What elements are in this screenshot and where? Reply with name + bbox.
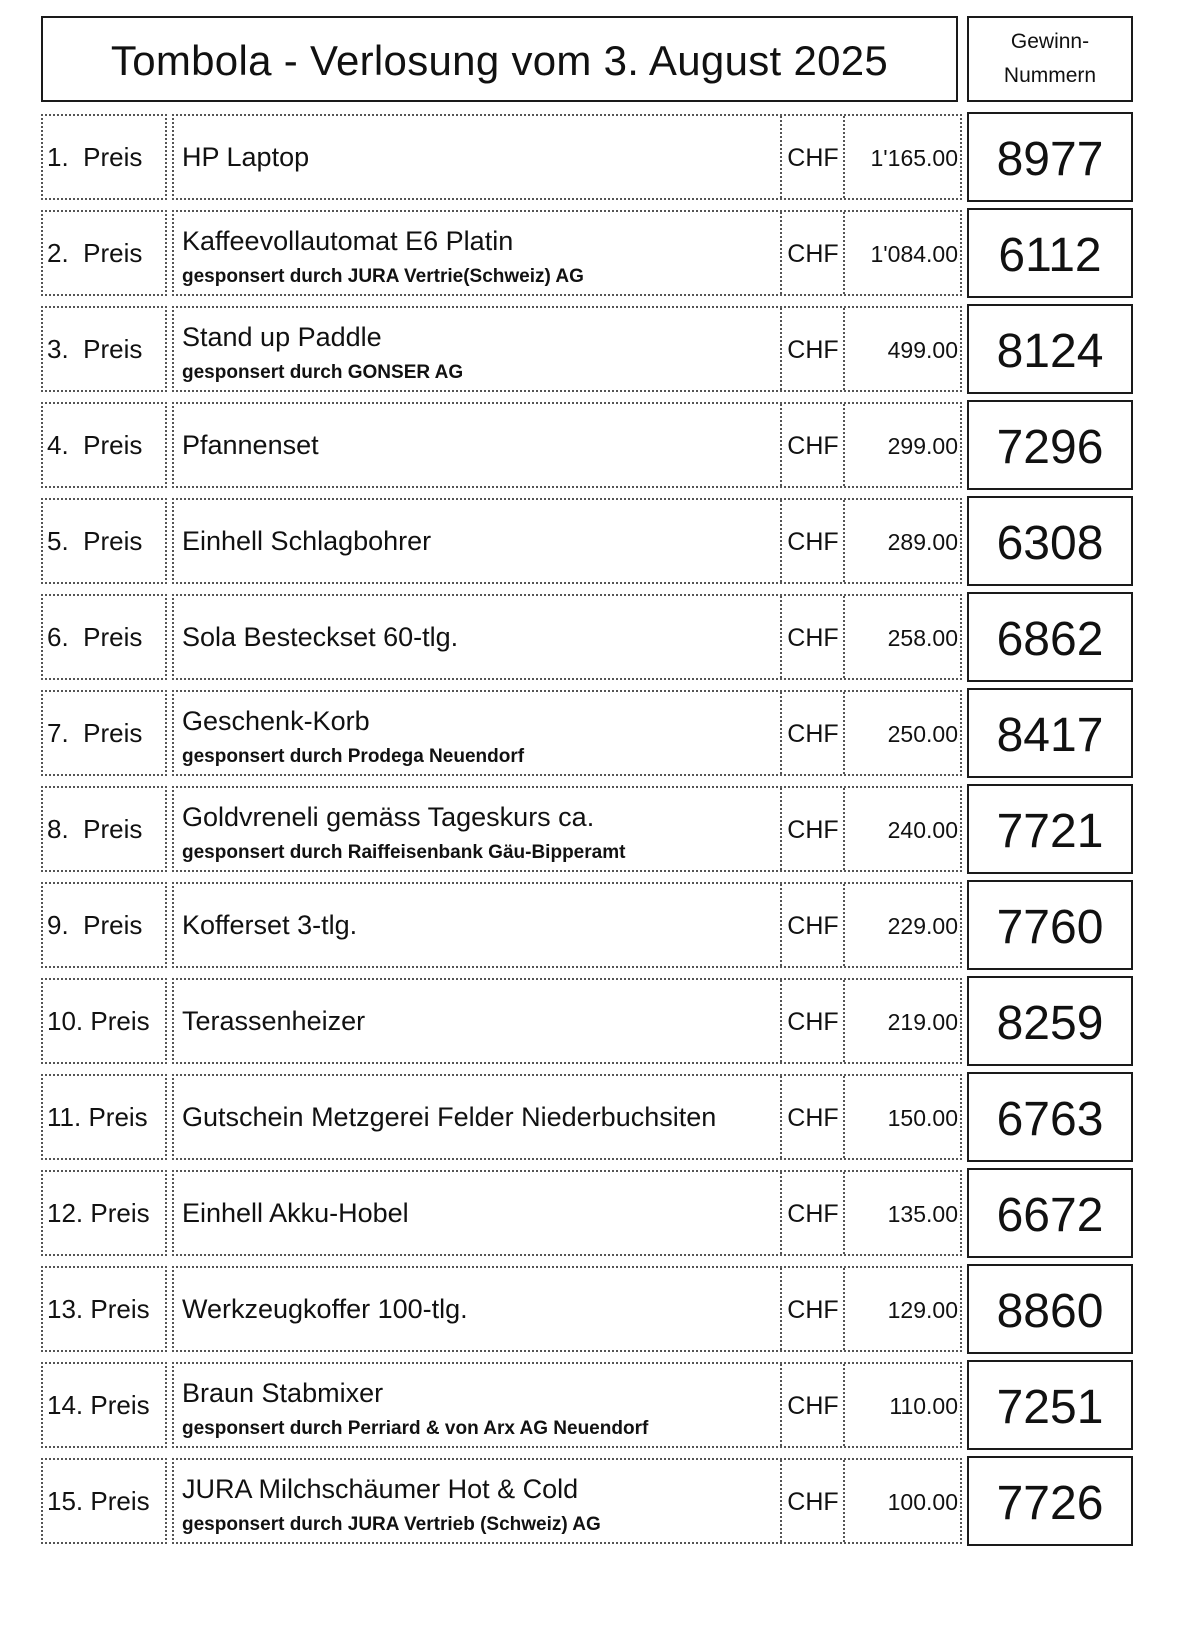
column-divider <box>780 1460 782 1542</box>
winning-number: 6308 <box>967 496 1133 586</box>
column-divider <box>780 596 782 678</box>
column-divider <box>843 1364 845 1446</box>
prize-currency: CHF <box>787 336 839 364</box>
prize-description-cell <box>172 210 962 296</box>
prize-currency: CHF <box>787 1296 839 1324</box>
column-divider <box>780 212 782 294</box>
prize-value: 499.00 <box>887 337 958 363</box>
winning-number: 8124 <box>967 304 1133 394</box>
prize-value: 250.00 <box>887 721 958 747</box>
prize-name: Gutschein Metzgerei Felder Niederbuchsiten <box>182 1102 717 1132</box>
prize-description-cell <box>172 690 962 776</box>
prize-currency: CHF <box>787 528 839 556</box>
winning-number: 8977 <box>967 112 1133 202</box>
winning-numbers-label-line2: Nummern <box>1003 64 1097 87</box>
prize-rank: 1. Preis <box>41 114 167 200</box>
column-divider <box>843 116 845 198</box>
prize-row <box>0 496 1179 588</box>
prize-sponsor: gesponsert durch Perriard & von Arx AG Neuendorf <box>182 1418 649 1439</box>
prize-description-cell <box>172 594 962 680</box>
column-divider <box>780 500 782 582</box>
column-divider <box>843 1268 845 1350</box>
prize-description-cell <box>172 1170 962 1256</box>
prize-value: 240.00 <box>887 817 958 843</box>
prize-description-cell <box>172 882 962 968</box>
prize-row <box>0 112 1179 204</box>
column-divider <box>843 596 845 678</box>
winning-number: 7726 <box>967 1456 1133 1546</box>
column-divider <box>843 308 845 390</box>
prize-row <box>0 304 1179 396</box>
column-divider <box>843 1460 845 1542</box>
prize-description-cell <box>172 114 962 200</box>
prize-name: HP Laptop <box>182 142 310 172</box>
prize-row <box>0 1264 1179 1356</box>
prize-rank: 3. Preis <box>41 306 167 392</box>
column-divider <box>780 308 782 390</box>
winning-number: 8417 <box>967 688 1133 778</box>
winning-numbers-header <box>967 16 1133 102</box>
winning-number: 7760 <box>967 880 1133 970</box>
prize-rank: 12. Preis <box>41 1170 167 1256</box>
winning-number: 7721 <box>967 784 1133 874</box>
prize-description-cell <box>172 1362 962 1448</box>
prize-rank: 13. Preis <box>41 1266 167 1352</box>
prize-description-cell <box>172 498 962 584</box>
prize-value: 100.00 <box>887 1489 958 1515</box>
column-divider <box>780 788 782 870</box>
prize-name: Sola Besteckset 60-tlg. <box>182 622 459 652</box>
prize-name: Kaffeevollautomat E6 Platin <box>182 226 514 256</box>
prize-currency: CHF <box>787 1104 839 1132</box>
prize-value: 219.00 <box>887 1009 958 1035</box>
prize-row <box>0 400 1179 492</box>
column-divider <box>843 884 845 966</box>
title-box <box>41 16 958 102</box>
prize-sponsor: gesponsert durch GONSER AG <box>182 362 464 383</box>
prize-description-cell <box>172 1266 962 1352</box>
prize-currency: CHF <box>787 912 839 940</box>
prize-currency: CHF <box>787 1008 839 1036</box>
prize-row <box>0 1360 1179 1452</box>
prize-description-cell <box>172 978 962 1064</box>
prize-currency: CHF <box>787 144 839 172</box>
prize-row <box>0 880 1179 972</box>
prize-name: JURA Milchschäumer Hot & Cold <box>182 1474 579 1504</box>
prize-description-cell <box>172 1458 962 1544</box>
column-divider <box>843 788 845 870</box>
prize-currency: CHF <box>787 432 839 460</box>
prize-name: Terassenheizer <box>182 1006 366 1036</box>
prize-name: Einhell Akku-Hobel <box>182 1198 409 1228</box>
prize-currency: CHF <box>787 1392 839 1420</box>
prize-rank: 2. Preis <box>41 210 167 296</box>
prize-row <box>0 784 1179 876</box>
prize-rank: 9. Preis <box>41 882 167 968</box>
winning-number: 7296 <box>967 400 1133 490</box>
column-divider <box>780 404 782 486</box>
prize-value: 150.00 <box>887 1105 958 1131</box>
prize-description-cell <box>172 786 962 872</box>
prize-sponsor: gesponsert durch JURA Vertrie(Schweiz) AG <box>182 266 584 287</box>
prize-currency: CHF <box>787 1200 839 1228</box>
prize-name: Einhell Schlagbohrer <box>182 526 432 556</box>
prize-name: Werkzeugkoffer 100-tlg. <box>182 1294 468 1324</box>
prize-row <box>0 592 1179 684</box>
column-divider <box>780 1364 782 1446</box>
column-divider <box>780 116 782 198</box>
winning-numbers-label-line1: Gewinn- <box>1010 30 1090 53</box>
prize-rank: 7. Preis <box>41 690 167 776</box>
column-divider <box>843 500 845 582</box>
winning-number: 6763 <box>967 1072 1133 1162</box>
prize-value: 1'165.00 <box>870 145 958 171</box>
prize-name: Pfannenset <box>182 430 319 460</box>
prize-rank: 14. Preis <box>41 1362 167 1448</box>
winning-number: 6862 <box>967 592 1133 682</box>
column-divider <box>780 1268 782 1350</box>
prize-value: 129.00 <box>887 1297 958 1323</box>
column-divider <box>780 1172 782 1254</box>
column-divider <box>780 884 782 966</box>
prize-rank: 15. Preis <box>41 1458 167 1544</box>
prize-name: Goldvreneli gemäss Tageskurs ca. <box>182 802 595 832</box>
prize-rank: 8. Preis <box>41 786 167 872</box>
column-divider <box>780 980 782 1062</box>
column-divider <box>843 1172 845 1254</box>
prize-description-cell <box>172 402 962 488</box>
prize-description-cell <box>172 306 962 392</box>
column-divider <box>843 1076 845 1158</box>
winning-number: 6672 <box>967 1168 1133 1258</box>
prize-description-cell <box>172 1074 962 1160</box>
prize-currency: CHF <box>787 624 839 652</box>
prize-sponsor: gesponsert durch JURA Vertrieb (Schweiz) AG <box>182 1514 601 1535</box>
prize-currency: CHF <box>787 720 839 748</box>
winning-number: 6112 <box>967 208 1133 298</box>
prize-value: 110.00 <box>889 1393 958 1419</box>
prize-value: 258.00 <box>887 625 958 651</box>
prize-currency: CHF <box>787 1488 839 1516</box>
column-divider <box>843 692 845 774</box>
prize-row <box>0 1168 1179 1260</box>
prize-value: 135.00 <box>887 1201 958 1227</box>
prize-row <box>0 1456 1179 1548</box>
prize-row <box>0 1072 1179 1164</box>
prize-name: Stand up Paddle <box>182 322 382 352</box>
winning-number: 8259 <box>967 976 1133 1066</box>
prize-sponsor: gesponsert durch Prodega Neuendorf <box>182 746 525 767</box>
prize-value: 299.00 <box>887 433 958 459</box>
column-divider <box>780 1076 782 1158</box>
prize-value: 289.00 <box>887 529 958 555</box>
prize-row <box>0 976 1179 1068</box>
winning-number: 8860 <box>967 1264 1133 1354</box>
prize-name: Braun Stabmixer <box>182 1378 384 1408</box>
prize-rank: 6. Preis <box>41 594 167 680</box>
prize-sponsor: gesponsert durch Raiffeisenbank Gäu-Bipperamt <box>182 842 626 863</box>
prize-value: 229.00 <box>887 913 958 939</box>
prize-rank: 5. Preis <box>41 498 167 584</box>
prize-value: 1'084.00 <box>870 241 958 267</box>
column-divider <box>843 404 845 486</box>
prize-currency: CHF <box>787 816 839 844</box>
prize-name: Geschenk-Korb <box>182 706 370 736</box>
prize-rank: 10. Preis <box>41 978 167 1064</box>
winning-number: 7251 <box>967 1360 1133 1450</box>
column-divider <box>843 980 845 1062</box>
prize-rank: 11. Preis <box>41 1074 167 1160</box>
prize-currency: CHF <box>787 240 839 268</box>
prize-rank: 4. Preis <box>41 402 167 488</box>
prize-row <box>0 208 1179 300</box>
column-divider <box>843 212 845 294</box>
page-title: Tombola - Verlosung vom 3. August 2025 <box>110 37 889 84</box>
column-divider <box>780 692 782 774</box>
prize-row <box>0 688 1179 780</box>
prize-name: Kofferset 3-tlg. <box>182 910 358 940</box>
